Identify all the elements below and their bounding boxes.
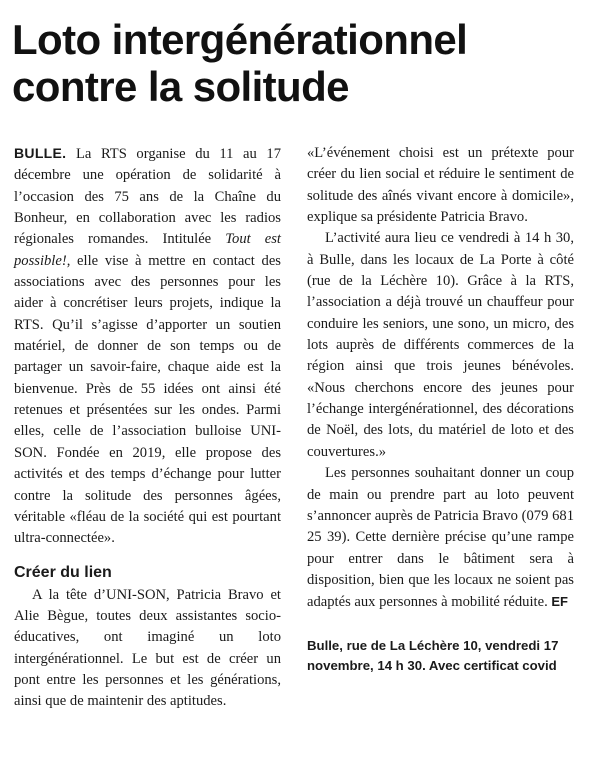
event-info-box: Bulle, rue de La Léchère 10, vendredi 17 novembre, 14 h 30. Avec certificat covid bbox=[307, 637, 559, 673]
operation-title: Tout est possible! bbox=[14, 231, 281, 269]
article-column-right bbox=[307, 143, 574, 676]
headline: Loto intergénérationnel contre la solitude bbox=[12, 16, 468, 110]
paragraph-contact-text: Les personnes souhaitant donner un coup de main ou prendre part au loto peuvent s’annoncer auprès de Patricia Bravo (079 681 25 39). Cette dernière précise qu’une rampe pour entrer dans le bâtiment sera à disposition, bien que les locaux ne soient pas adaptés aux personnes à mobilité réduite. bbox=[307, 465, 574, 611]
article-column-left bbox=[14, 143, 281, 713]
author-signature: EF bbox=[551, 594, 568, 610]
paragraph-creer-du-lien: A la tête d’UNI-SON, Patricia Bravo et Alie Bègue, toutes deux assistantes socio-éducatives, ont imaginé un loto intergénérationnel. Le but est de créer un pont entre les personnes et les générations, ainsi que de maintenir des aptitudes. bbox=[14, 586, 281, 710]
dateline: BULLE. bbox=[14, 145, 67, 161]
paragraph-event: L’activité aura lieu ce vendredi à 14 h 30, à Bulle, dans les locaux de La Porte à côté (rue de la Léchère 10). Grâce à la RTS, l’association a déjà trouvé un chauffeur pour conduire les seniors, une sono, un micro, des lots auprès de différents commerces de la région ainsi que trois jeunes bénévoles. «Nous cherchons encore des jeunes pour l’échange intergénérationnel, des décorations de Noël, des lots, du matériel de loto et des couvertures.» bbox=[307, 230, 574, 460]
paragraph-quote: «L’événement choisi est un prétexte pour créer du lien social et réduire le sentiment de solitude des aînés vivant encore à domicile», explique sa présidente Patricia Bravo. bbox=[307, 145, 574, 226]
paragraph-contact bbox=[307, 463, 574, 613]
subheading: Créer du lien bbox=[14, 563, 112, 581]
paragraph-intro-text-b: , elle vise à mettre en contact des associations avec des personnes pour les aider à concrétiser leurs projets, indique la RTS. Qu’il s’agisse d’apporter un soutien matériel, de donner de son temps ou de partager un savoir-faire, chaque aide est la bienvenue. Près de 55 idées ont ainsi été retenues et présentées sur les ondes. Parmi elles, celle de l’association bulloise UNI-SON. Fondée en 2019, elle propose des activités et des temps d’échange pour lutter contre la solitude des personnes âgées, véritable «fléau de la société qui est pourtant ultra-connectée». bbox=[14, 252, 281, 547]
paragraph-intro-text-a: La RTS organise du 11 au 17 décembre une opération de solidarité à l’occasion des 75 ans de la Chaîne du Bonheur, en collaboration avec les radios régionales romandes. Intitulée bbox=[14, 146, 281, 248]
paragraph-intro bbox=[14, 143, 281, 550]
